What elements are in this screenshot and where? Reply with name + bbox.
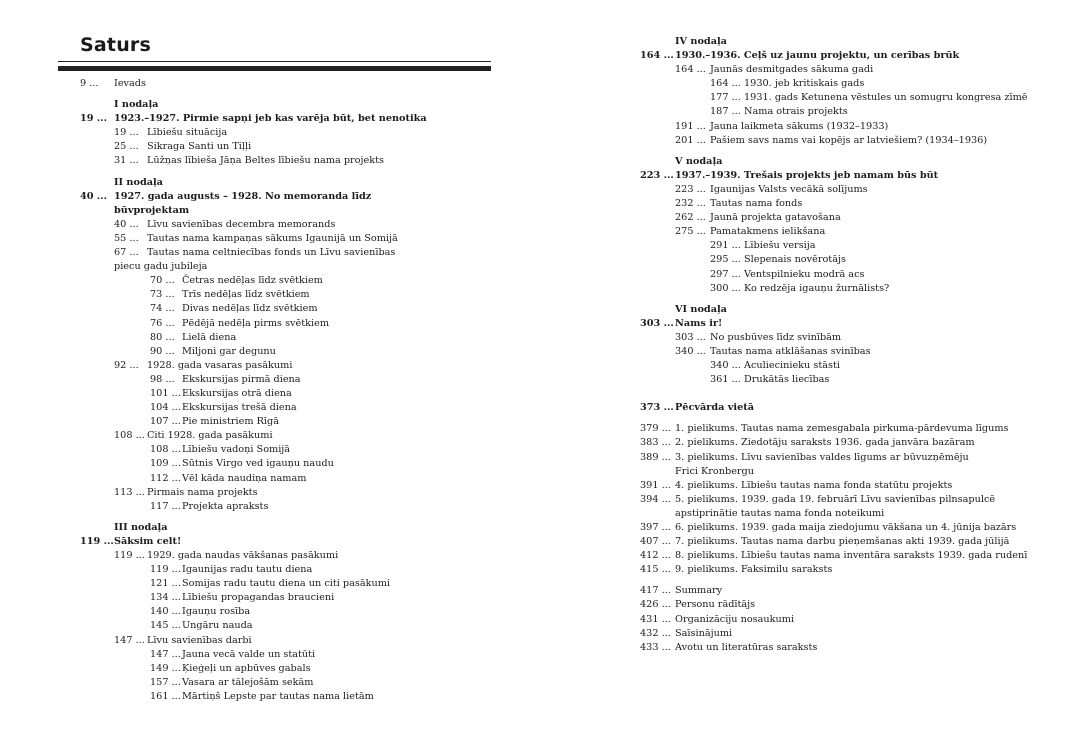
toc-page-number: 108 ... bbox=[114, 430, 145, 442]
toc-entry bbox=[0, 302, 545, 316]
toc-entry-title: V nodaļa bbox=[675, 155, 723, 167]
toc-entry-title: Pirmais nama projekts bbox=[147, 486, 258, 498]
toc-entry-title: Divas nedēļas līdz svētkiem bbox=[182, 303, 318, 315]
toc-right-column bbox=[545, 35, 1090, 655]
toc-page-number: 417 ... bbox=[640, 585, 671, 597]
toc-page-number: 108 ... bbox=[150, 444, 181, 456]
toc-page-number: 431 ... bbox=[640, 613, 671, 625]
toc-entry bbox=[0, 472, 545, 486]
toc-entry-title: Ievads bbox=[114, 78, 146, 89]
toc-entry-title: 9. pielikums. Faksimilu saraksts bbox=[675, 564, 833, 576]
toc-entry-title: I nodaļa bbox=[114, 99, 159, 111]
toc-entry-title: Pēdējā nedēļa pirms svētkiem bbox=[182, 317, 330, 329]
toc-entry bbox=[545, 331, 1090, 345]
toc-spacer bbox=[545, 387, 1090, 401]
toc-entry-title: Tautas nama celtniecības fonds un Līvu savienības bbox=[147, 247, 396, 259]
toc-entry-title: Saīsinājumi bbox=[675, 627, 733, 639]
toc-entry-title: 2. pielikums. Ziedotāju saraksts 1936. gada janvāra bazāram bbox=[675, 437, 975, 449]
toc-page-number: 112 ... bbox=[150, 472, 181, 484]
toc-page-number: 31 ... bbox=[114, 155, 139, 167]
toc-entry bbox=[0, 648, 545, 662]
toc-entry bbox=[0, 112, 545, 126]
toc-entry-title: 5. pielikums. 1939. gada 19. februārī Līvu savienības pilnsapulcē bbox=[675, 493, 996, 505]
toc-entry-title: 1. pielikums. Tautas nama zemesgabala pirkuma-pārdevuma līgums bbox=[675, 423, 1009, 435]
toc-entry bbox=[0, 457, 545, 471]
toc-page-number: 164 ... bbox=[640, 50, 674, 62]
toc-page-number: 223 ... bbox=[640, 169, 674, 181]
toc-entry bbox=[545, 641, 1090, 655]
toc-page-number: 379 ... bbox=[640, 423, 671, 435]
toc-page-number: 223 ... bbox=[675, 183, 706, 195]
toc-page-number: 134 ... bbox=[150, 592, 181, 604]
toc-page-number: 291 ... bbox=[710, 240, 741, 252]
toc-entry bbox=[0, 549, 545, 563]
toc-entry bbox=[0, 218, 545, 232]
toc-page-number: 383 ... bbox=[640, 437, 671, 449]
toc-entry-title: Sūtnis Virgo ved igauņu naudu bbox=[182, 458, 334, 470]
toc-entry bbox=[545, 436, 1090, 450]
toc-page-number: 157 ... bbox=[150, 676, 181, 688]
toc-page-number: 119 ... bbox=[114, 550, 145, 561]
toc-entry bbox=[0, 190, 545, 204]
toc-entry-title: Sāksim celt! bbox=[114, 535, 182, 547]
toc-entry-title: Aculiecinieku stāsti bbox=[744, 360, 840, 372]
toc-page-number: 232 ... bbox=[675, 198, 706, 210]
toc-entry-title: Tautas nama kampaņas sākums Igaunijā un Somijā bbox=[147, 232, 398, 244]
toc-page-number: 389 ... bbox=[640, 451, 671, 463]
toc-entry-title: 1930. jeb kritiskais gads bbox=[744, 78, 865, 90]
toc-entry bbox=[545, 317, 1090, 331]
toc-entry bbox=[0, 605, 545, 619]
toc-entry bbox=[545, 535, 1090, 549]
toc-page-number: 432 ... bbox=[640, 627, 671, 639]
toc-entry-title: VI nodaļa bbox=[675, 303, 727, 315]
toc-entry-title: Somijas radu tautu diena un citi pasākumi bbox=[182, 578, 391, 590]
toc-entry bbox=[545, 563, 1090, 577]
toc-entry bbox=[0, 415, 545, 429]
toc-page-number: 361 ... bbox=[710, 374, 741, 386]
toc-entry-title: Slepenais novērotājs bbox=[744, 254, 846, 266]
toc-entry-title: Jauna vecā valde un statūti bbox=[182, 648, 316, 660]
toc-entry-title: Tautas nama atklāšanas svinības bbox=[710, 345, 871, 357]
toc-entry-title: Mārtiņš Lepste par tautas nama lietām bbox=[182, 690, 374, 702]
toc-entry-title: Ventspilnieku modrā acs bbox=[744, 268, 865, 280]
toc-entry-title: Lībiešu vadoņi Somijā bbox=[182, 444, 291, 456]
toc-entry bbox=[0, 345, 545, 359]
toc-entry-title: Lībiešu propagandas braucieni bbox=[182, 592, 335, 604]
toc-page-number: 391 ... bbox=[640, 479, 671, 491]
toc-entry bbox=[0, 246, 545, 260]
toc-entry-title: Trīs nedēļas līdz svētkiem bbox=[182, 289, 310, 301]
toc-entry bbox=[545, 63, 1090, 77]
toc-entry bbox=[545, 169, 1090, 183]
toc-entry-title: 6. pielikums. 1939. gada maija ziedojumu vākšana un 4. jūnija bazārs bbox=[675, 522, 1017, 533]
toc-page-number: 19 ... bbox=[114, 127, 139, 139]
toc-spacer bbox=[0, 169, 545, 176]
toc-entry-title: 1929. gada naudas vākšanas pasākumi bbox=[147, 550, 339, 561]
toc-entry bbox=[545, 197, 1090, 211]
toc-page-number: 70 ... bbox=[150, 275, 175, 287]
toc-entry-title: 1923.–1927. Pirmie sapņi jeb kas varēja būt, bet nenotika bbox=[114, 113, 427, 125]
toc-entry bbox=[0, 204, 545, 218]
toc-page-number: 119 ... bbox=[150, 564, 181, 576]
toc-spacer bbox=[545, 415, 1090, 422]
toc-page-number: 121 ... bbox=[150, 578, 181, 590]
toc-spacer bbox=[545, 148, 1090, 155]
toc-entry-title: Pie ministriem Rīgā bbox=[182, 416, 280, 428]
toc-entry-title: Igaunijas radu tautu diena bbox=[182, 564, 313, 576]
toc-entry-title: 4. pielikums. Lībiešu tautas nama fonda statūtu projekts bbox=[675, 479, 953, 491]
toc-page-number: 104 ... bbox=[150, 402, 181, 414]
toc-page-number: 201 ... bbox=[675, 134, 706, 146]
toc-entry bbox=[545, 627, 1090, 641]
toc-page-number: 164 ... bbox=[675, 64, 706, 76]
toc-page-number: 191 ... bbox=[675, 120, 706, 132]
toc-entry bbox=[545, 359, 1090, 373]
toc-page-number: 55 ... bbox=[114, 232, 139, 244]
toc-entry bbox=[545, 211, 1090, 225]
toc-entry-title: Organizāciju nosaukumi bbox=[675, 613, 795, 625]
toc-entry-title: apstiprinātie tautas nama fonda noteikumi bbox=[675, 507, 885, 519]
toc-entry bbox=[545, 401, 1090, 415]
toc-page-number: 9 ... bbox=[80, 78, 99, 89]
toc-entry-title: II nodaļa bbox=[114, 176, 163, 188]
toc-entry-title: Vasara ar tālejošām sekām bbox=[182, 676, 314, 688]
toc-page-number: 109 ... bbox=[150, 458, 181, 470]
toc-entry bbox=[545, 373, 1090, 387]
toc-entry-title: 3. pielikums. Līvu savienības valdes līgums ar būvuzņēmēju bbox=[675, 451, 969, 463]
toc-entry bbox=[545, 239, 1090, 253]
toc-page-number: 145 ... bbox=[150, 620, 181, 632]
toc-entry-title: Avotu un literatūras saraksts bbox=[675, 641, 818, 653]
toc-spacer bbox=[545, 577, 1090, 584]
toc-entry bbox=[545, 613, 1090, 627]
title-rule-thick bbox=[58, 66, 491, 71]
toc-entry-title: 1931. gads Ketunena vēstules un somugru kongresa zīmē bbox=[744, 92, 1028, 104]
toc-page-number: 295 ... bbox=[710, 254, 741, 266]
toc-entry bbox=[545, 49, 1090, 63]
toc-page-number: 262 ... bbox=[675, 212, 706, 224]
right-page bbox=[545, 0, 1090, 732]
toc-entry bbox=[0, 359, 545, 373]
toc-entry-title: Personu rādītājs bbox=[675, 599, 756, 611]
toc-page-number: 297 ... bbox=[710, 268, 741, 280]
toc-entry-title: Miljoni gar degunu bbox=[182, 345, 276, 357]
toc-entry-title: Ekskursijas pirmā diena bbox=[182, 373, 301, 385]
toc-entry-title: Līvu savienības decembra memorands bbox=[147, 218, 336, 230]
toc-entry bbox=[0, 563, 545, 577]
toc-page-number: 76 ... bbox=[150, 317, 175, 329]
toc-entry bbox=[545, 105, 1090, 119]
toc-page-number: 300 ... bbox=[710, 282, 741, 294]
toc-entry bbox=[0, 373, 545, 387]
toc-entry bbox=[0, 98, 545, 112]
toc-entry bbox=[545, 345, 1090, 359]
toc-left-column bbox=[0, 77, 545, 704]
toc-page-number: 373 ... bbox=[640, 402, 674, 414]
toc-entry bbox=[545, 584, 1090, 598]
toc-page-number: 25 ... bbox=[114, 141, 139, 153]
toc-entry-title: Jaunā projekta gatavošana bbox=[710, 212, 841, 224]
toc-entry bbox=[0, 577, 545, 591]
toc-entry-title: Ķieģeļi un apbūves gabals bbox=[182, 662, 311, 674]
toc-entry-title: Pamatakmens ielikšana bbox=[710, 226, 826, 238]
toc-entry bbox=[0, 486, 545, 500]
toc-entry-title: Projekta apraksts bbox=[182, 500, 269, 512]
toc-entry-title: Nama otrais projekts bbox=[744, 106, 848, 118]
toc-entry bbox=[0, 619, 545, 633]
toc-entry bbox=[0, 676, 545, 690]
toc-entry-title: Lūžņas lībieša Jāņa Beltes lībiešu nama projekts bbox=[147, 155, 384, 167]
toc-entry bbox=[0, 154, 545, 168]
toc-entry bbox=[0, 317, 545, 331]
toc-entry-title: III nodaļa bbox=[114, 521, 168, 533]
toc-entry bbox=[0, 140, 545, 154]
toc-entry bbox=[0, 126, 545, 140]
toc-page-number: 187 ... bbox=[710, 106, 741, 118]
toc-entry-title: Vēl kāda naudiņa namam bbox=[182, 472, 307, 484]
toc-entry bbox=[0, 662, 545, 676]
toc-entry-title: Pašiem savs nams vai kopējs ar latviešiem? (1934–1936) bbox=[710, 134, 988, 146]
toc-entry-title: Ko redzēja igauņu žurnālists? bbox=[744, 282, 890, 294]
toc-spacer bbox=[0, 514, 545, 521]
toc-entry bbox=[545, 134, 1090, 148]
toc-page-number: 426 ... bbox=[640, 599, 671, 611]
toc-entry bbox=[0, 77, 545, 91]
toc-entry bbox=[545, 303, 1090, 317]
toc-entry-title: Lībiešu versija bbox=[744, 240, 816, 252]
toc-entry-title: Igaunijas Valsts vecākā solījums bbox=[710, 183, 868, 195]
toc-entry bbox=[545, 451, 1090, 465]
title-rule-thin bbox=[58, 61, 491, 62]
toc-entry bbox=[545, 598, 1090, 612]
toc-page-number: 67 ... bbox=[114, 247, 139, 259]
toc-spacer bbox=[545, 296, 1090, 303]
toc-page-number: 140 ... bbox=[150, 606, 181, 618]
toc-entry bbox=[545, 253, 1090, 267]
toc-entry bbox=[545, 77, 1090, 91]
toc-entry-title: Lielā diena bbox=[182, 331, 237, 343]
toc-entry bbox=[0, 288, 545, 302]
toc-entry bbox=[545, 225, 1090, 239]
toc-entry bbox=[0, 274, 545, 288]
toc-page-number: 19 ... bbox=[80, 113, 107, 125]
toc-entry bbox=[0, 260, 545, 274]
toc-entry-title: No pusbūves līdz svinībām bbox=[710, 331, 842, 343]
toc-entry bbox=[0, 690, 545, 704]
toc-entry bbox=[0, 634, 545, 648]
toc-entry bbox=[0, 521, 545, 535]
toc-entry-title: Frici Kronbergu bbox=[675, 465, 754, 477]
toc-entry-title: Citi 1928. gada pasākumi bbox=[147, 430, 273, 442]
toc-entry-title: 1937.–1939. Trešais projekts jeb namam būs būt bbox=[675, 169, 939, 181]
toc-entry-title: 8. pielikums. Lībiešu tautas nama inventāra saraksts 1939. gada rudenī bbox=[675, 550, 1028, 562]
toc-entry-title: Līvu savienības darbi bbox=[147, 634, 252, 646]
toc-entry-title: Igauņu rosība bbox=[182, 606, 251, 618]
toc-page-number: 147 ... bbox=[114, 634, 145, 646]
toc-page-number: 73 ... bbox=[150, 289, 175, 301]
toc-page-number: 275 ... bbox=[675, 226, 706, 238]
toc-entry bbox=[0, 591, 545, 605]
toc-entry bbox=[545, 268, 1090, 282]
toc-entry-title: Ungāru nauda bbox=[182, 620, 253, 632]
toc-entry bbox=[545, 521, 1090, 535]
toc-page-number: 101 ... bbox=[150, 387, 181, 399]
toc-page-number: 113 ... bbox=[114, 486, 145, 498]
toc-page-number: 92 ... bbox=[114, 359, 139, 371]
toc-page-number: 147 ... bbox=[150, 648, 181, 660]
toc-entry-title: Jaunās desmitgades sākuma gadi bbox=[710, 64, 874, 76]
toc-page-number: 412 ... bbox=[640, 550, 671, 562]
toc-page-number: 340 ... bbox=[710, 360, 741, 372]
toc-entry-title: Četras nedēļas līdz svētkiem bbox=[182, 275, 323, 287]
toc-entry-title: Tautas nama fonds bbox=[710, 198, 803, 210]
toc-page-number: 303 ... bbox=[640, 317, 674, 329]
toc-entry-title: Summary bbox=[675, 585, 723, 597]
toc-entry-title: Drukātās liecības bbox=[744, 374, 830, 386]
toc-page-number: 119 ... bbox=[80, 535, 114, 547]
toc-page-number: 161 ... bbox=[150, 690, 181, 702]
toc-entry bbox=[545, 479, 1090, 493]
toc-entry bbox=[545, 465, 1090, 479]
toc-page-number: 397 ... bbox=[640, 522, 671, 533]
toc-entry bbox=[545, 282, 1090, 296]
toc-page-number: 407 ... bbox=[640, 536, 671, 548]
toc-entry-title: Sikraga Santi un Tiļļi bbox=[147, 141, 252, 153]
toc-entry-title: Pēcvārda vietā bbox=[675, 402, 755, 414]
toc-entry bbox=[545, 35, 1090, 49]
toc-page-number: 303 ... bbox=[675, 331, 706, 343]
toc-entry bbox=[545, 155, 1090, 169]
toc-entry-title: 1928. gada vasaras pasākumi bbox=[147, 359, 293, 371]
toc-entry bbox=[545, 507, 1090, 521]
toc-page-number: 40 ... bbox=[114, 218, 139, 230]
toc-page-number: 149 ... bbox=[150, 662, 181, 674]
toc-entry-title: būvprojektam bbox=[114, 204, 190, 216]
toc-page-number: 40 ... bbox=[80, 190, 107, 202]
toc-entry-title: 1930.–1936. Ceļš uz jaunu projektu, un cerības brūk bbox=[675, 50, 960, 62]
toc-page-number: 107 ... bbox=[150, 416, 181, 428]
toc-page-number: 80 ... bbox=[150, 331, 175, 343]
toc-entry-title: piecu gadu jubileja bbox=[114, 261, 208, 273]
toc-entry bbox=[0, 232, 545, 246]
toc-entry-title: Ekskursijas otrā diena bbox=[182, 387, 292, 399]
toc-page-number: 98 ... bbox=[150, 373, 175, 385]
toc-entry bbox=[0, 500, 545, 514]
toc-entry bbox=[545, 493, 1090, 507]
toc-entry bbox=[0, 443, 545, 457]
toc-page-number: 164 ... bbox=[710, 78, 741, 90]
toc-entry bbox=[0, 176, 545, 190]
toc-page-number: 177 ... bbox=[710, 92, 741, 104]
toc-entry bbox=[0, 535, 545, 549]
toc-page-number: 340 ... bbox=[675, 345, 706, 357]
toc-entry-title: IV nodaļa bbox=[675, 36, 727, 47]
toc-entry bbox=[545, 91, 1090, 105]
toc-entry bbox=[545, 549, 1090, 563]
toc-page-number: 415 ... bbox=[640, 564, 671, 576]
toc-page-number: 394 ... bbox=[640, 493, 671, 505]
toc-spacer bbox=[0, 91, 545, 98]
toc-entry-title: Nams ir! bbox=[675, 317, 723, 329]
toc-entry bbox=[545, 422, 1090, 436]
page-title: Saturs bbox=[80, 34, 151, 56]
toc-entry-title: Lībiešu situācija bbox=[147, 127, 228, 139]
toc-entry bbox=[0, 401, 545, 415]
toc-entry bbox=[0, 331, 545, 345]
toc-page-number: 117 ... bbox=[150, 500, 181, 512]
toc-entry bbox=[0, 429, 545, 443]
toc-page-number: 90 ... bbox=[150, 345, 175, 357]
toc-entry bbox=[545, 120, 1090, 134]
toc-entry bbox=[545, 183, 1090, 197]
toc-entry-title: Jauna laikmeta sākums (1932–1933) bbox=[710, 120, 889, 132]
toc-page-number: 433 ... bbox=[640, 641, 671, 653]
toc-entry-title: 7. pielikums. Tautas nama darbu pieņemšanas akti 1939. gada jūlijā bbox=[675, 536, 1010, 548]
toc-page-number: 74 ... bbox=[150, 303, 175, 315]
toc-entry-title: Ekskursijas trešā diena bbox=[182, 402, 297, 414]
toc-entry bbox=[0, 387, 545, 401]
toc-entry-title: 1927. gada augusts – 1928. No memoranda līdz bbox=[114, 190, 372, 202]
